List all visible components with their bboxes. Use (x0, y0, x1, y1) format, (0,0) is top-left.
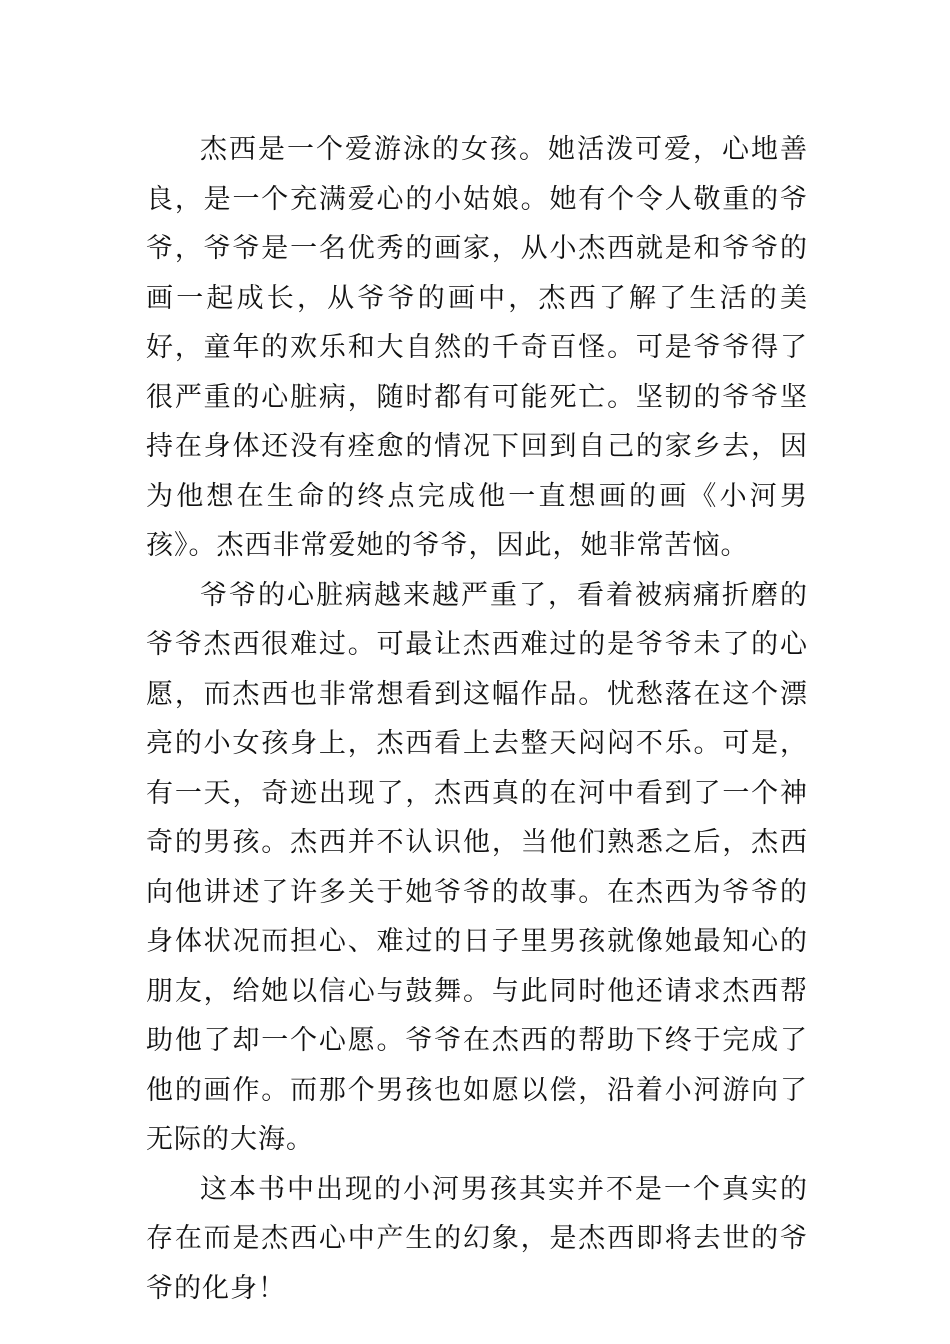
paragraph-1: 杰西是一个爱游泳的女孩。她活泼可爱，心地善良，是一个充满爱心的小姑娘。她有个令人敬重的爷爷，爷爷是一名优秀的画家，从小杰西就是和爷爷的画一起成长，从爷爷的画中，杰西了解了生活的美好，童年的欢乐和大自然的千奇百怪。可是爷爷得了很严重的心脏病，随时都有可能死亡。坚韧的爷爷坚持在身体还没有痊愈的情况下回到自己的家乡去，因为他想在生命的终点完成他一直想画的画《小河男孩》。杰西非常爱她的爷爷，因此，她非常苦恼。 (146, 134, 808, 561)
document-body (146, 125, 808, 1313)
paragraph-3: 这本书中出现的小河男孩其实并不是一个真实的存在而是杰西心中产生的幻象，是杰西即将去世的爷爷的化身！ (146, 1173, 808, 1304)
paragraph-2: 爷爷的心脏病越来越严重了，看着被病痛折磨的爷爷杰西很难过。可最让杰西难过的是爷爷未了的心愿，而杰西也非常想看到这幅作品。忧愁落在这个漂亮的小女孩身上，杰西看上去整天闷闷不乐。可是，有一天，奇迹出现了，杰西真的在河中看到了一个神奇的男孩。杰西并不认识他，当他们熟悉之后，杰西向他讲述了许多关于她爷爷的故事。在杰西为爷爷的身体状况而担心、难过的日子里男孩就像她最知心的朋友，给她以信心与鼓舞。与此同时他还请求杰西帮助他了却一个心愿。爷爷在杰西的帮助下终于完成了他的画作。而那个男孩也如愿以偿，沿着小河游向了无际的大海。 (146, 579, 808, 1155)
